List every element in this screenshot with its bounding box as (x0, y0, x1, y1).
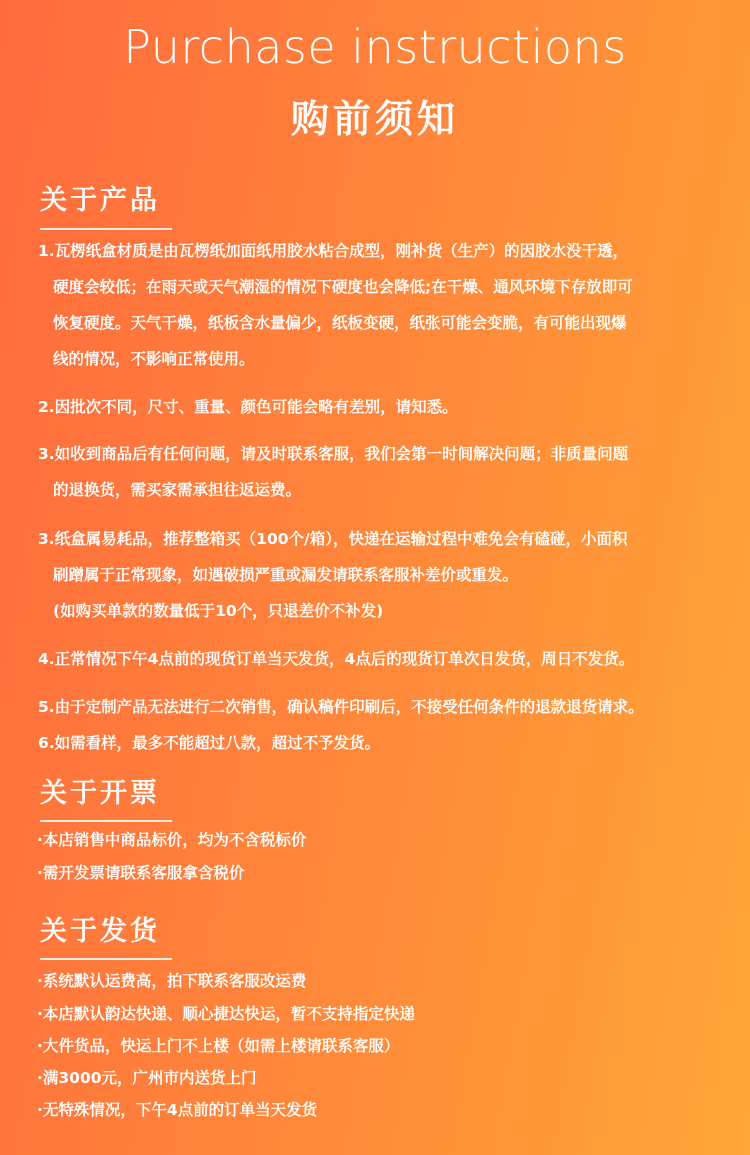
product-item-3 (38, 436, 728, 508)
shipping-item-3: ·大件货品，快运上门不上楼（如需上楼请联系客服） (37, 1037, 400, 1055)
title-english: Purchase instructions (123, 20, 627, 74)
product-item-1 (38, 233, 728, 377)
section-divider-shipping (40, 958, 172, 960)
invoice-item-1: ·本店销售中商品标价，均为不含税标价 (37, 831, 307, 849)
section-heading-product: 关于产品 (40, 185, 160, 216)
product-item-2-line-1: 2.因批次不同，尺寸、重量、颜色可能会略有差别，请知悉。 (38, 398, 458, 416)
section-divider-product (40, 228, 172, 230)
product-item-4 (38, 521, 728, 629)
product-item-5 (38, 641, 728, 677)
section-heading-shipping: 关于发货 (40, 916, 160, 947)
product-item-1-line-1: 1.瓦楞纸盒材质是由瓦楞纸加面纸用胶水粘合成型，刚补货（生产）的因胶水没干透， (38, 242, 629, 260)
product-item-4-line-3: (如购买单款的数量低于10个，只退差价不补发) (53, 602, 384, 620)
section-divider-invoice (40, 820, 172, 822)
product-item-2 (38, 389, 728, 425)
section-heading-invoice: 关于开票 (40, 778, 160, 809)
product-item-5-line-1: 4.正常情况下午4点前的现货订单当天发货，4点后的现货订单次日发货，周日不发货。 (38, 650, 635, 668)
product-item-7 (38, 725, 728, 761)
product-item-3-line-2: 的退换货，需买家需承担往返运费。 (53, 481, 302, 499)
product-item-1-line-2: 硬度会较低；在雨天或天气潮湿的情况下硬度也会降低;在干燥、通风环境下存放即可 (53, 278, 633, 296)
shipping-item-5: ·无特殊情况，下午4点前的订单当天发货 (37, 1101, 318, 1119)
product-item-4-line-1: 3.纸盒属易耗品，推荐整箱买（100个/箱），快递在运输过程中难免会有磕碰，小面积 (38, 530, 628, 548)
shipping-item-4: ·满3000元，广州市内送货上门 (37, 1069, 257, 1087)
product-item-1-line-4: 线的情况，不影响正常使用。 (53, 350, 255, 368)
title-chinese: 购前须知 (290, 97, 459, 141)
product-item-7-line-1: 6.如需看样，最多不能超过八款，超过不予发货。 (38, 734, 381, 752)
invoice-item-2: ·需开发票请联系客服拿含税价 (37, 864, 245, 882)
product-item-4-line-2: 刷蹭属于正常现象，如遇破损严重或漏发请联系客服补差价或重发。 (53, 566, 519, 584)
shipping-item-2: ·本店默认韵达快递、顺心捷达快运，暂不支持指定快递 (37, 1005, 415, 1023)
product-item-1-line-3: 恢复硬度。天气干燥，纸板含水量偏少，纸板变硬，纸张可能会变脆，有可能出现爆 (53, 314, 627, 332)
product-item-6-line-1: 5.由于定制产品无法进行二次销售，确认稿件印刷后，不接受任何条件的退款退货请求。 (38, 698, 644, 716)
product-item-6 (38, 689, 728, 725)
shipping-item-1: ·系统默认运费高，拍下联系客服改运费 (37, 972, 307, 990)
product-item-3-line-1: 3.如收到商品后有任何问题，请及时联系客服，我们会第一时间解决问题；非质量问题 (38, 445, 629, 463)
